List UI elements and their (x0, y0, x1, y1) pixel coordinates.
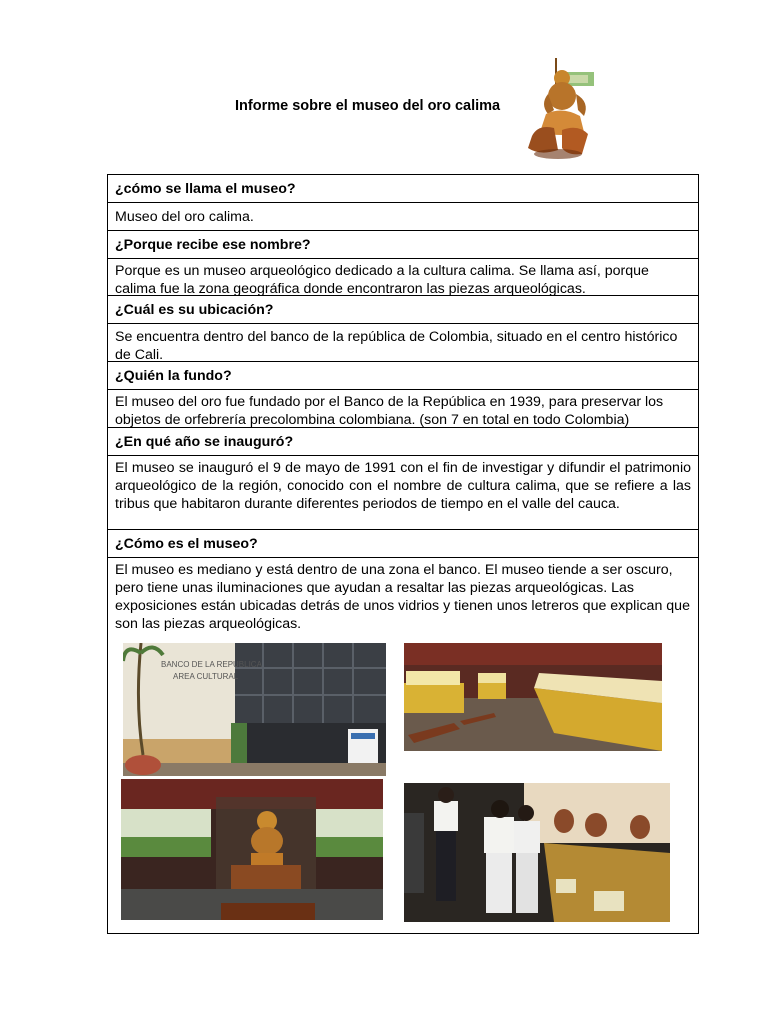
answer-row: Porque es un museo arqueológico dedicado a la cultura calima. Se llama así, porque calima fue la zona geográfica donde encontraron las piezas arqueológicas. (108, 259, 698, 296)
photo-grid (115, 643, 691, 933)
museum-exterior-photo (123, 643, 386, 776)
answer-row: El museo del oro fue fundado por el Banco de la República en 1939, para preservar los objetos de orfebrería precolombina colombiana. (son 7 en total en todo Colombia) (108, 390, 698, 428)
question-row: ¿Quién la fundo? (108, 362, 698, 390)
answer-text: El museo es mediano y está dentro de una zona el banco. El museo tiende a ser oscuro, pero tiene unas iluminaciones que ayudan a resaltar las piezas arqueológicas. Las exposiciones están ubicadas detrás de unos vidrios y tienen unos letreros que explican que son las piezas arqueológicas. (115, 562, 690, 632)
gold-figure-showcase-photo (121, 779, 383, 920)
question-row: ¿Cuál es su ubicación? (108, 296, 698, 324)
answer-row-with-photos (108, 558, 698, 933)
visitors-display-photo (404, 783, 670, 922)
question-row: ¿Cómo es el museo? (108, 530, 698, 558)
sign-text-line2: AREA CULTURAL (173, 672, 239, 681)
gold-figurine-image (518, 58, 598, 160)
gallery-benches-photo (404, 643, 662, 751)
answer-row: Se encuentra dentro del banco de la república de Colombia, situado en el centro histórico de Cali. (108, 324, 698, 362)
answer-row: El museo se inauguró el 9 de mayo de 1991 con el fin de investigar y difundir el patrimonio arqueológico de la región, conocido con el nombre de cultura calima, que se refiere a las tribus que habitaron durante diferentes periodos de tiempo en el valle del cauca. (108, 456, 698, 530)
qa-table (107, 174, 699, 934)
question-row: ¿Porque recibe ese nombre? (108, 231, 698, 259)
sign-text-line1: BANCO DE LA REPUBLICA (161, 660, 262, 669)
document-title: Informe sobre el museo del oro calima (235, 98, 501, 114)
question-row: ¿cómo se llama el museo? (108, 175, 698, 203)
answer-row: Museo del oro calima. (108, 203, 698, 231)
question-row: ¿En qué año se inauguró? (108, 428, 698, 456)
